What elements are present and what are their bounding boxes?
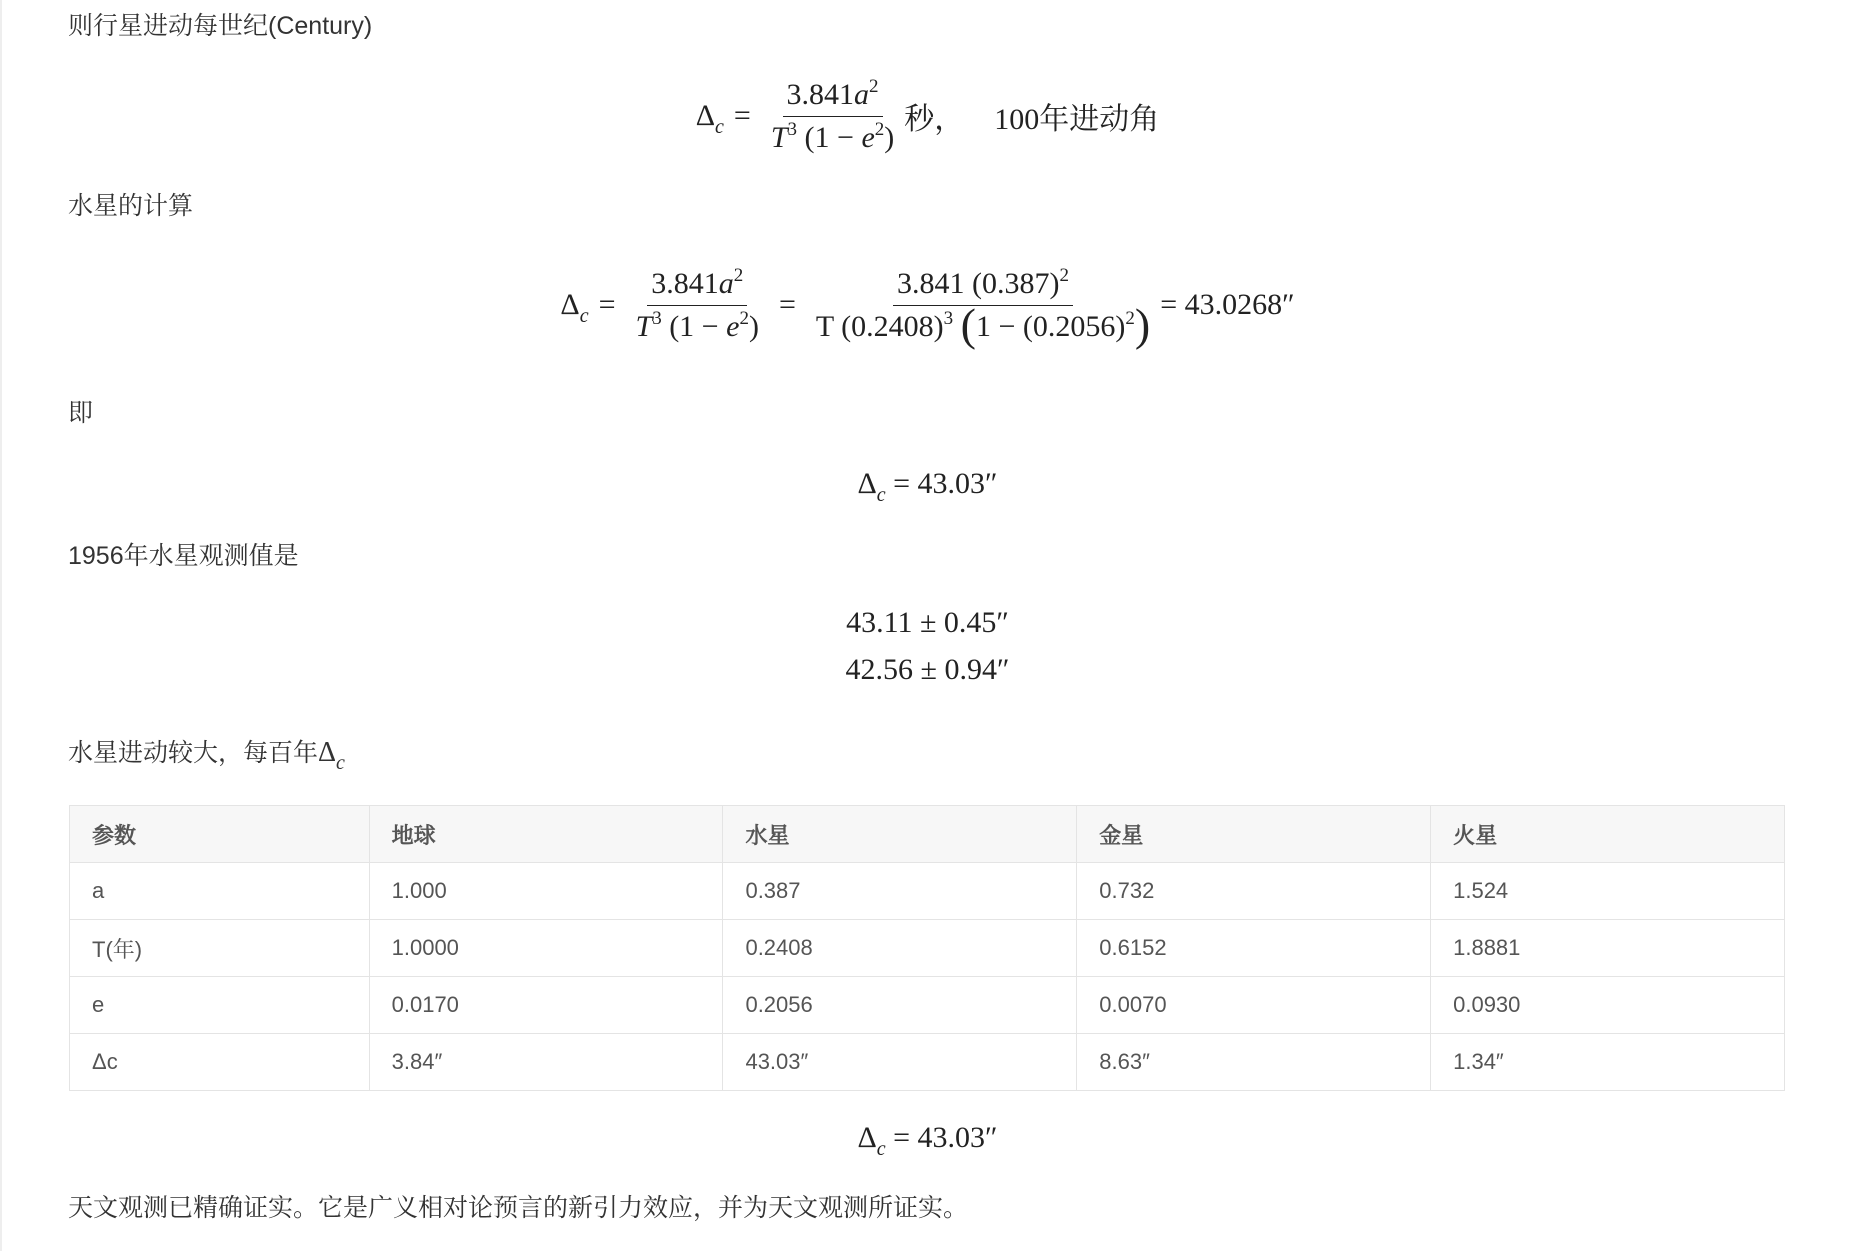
header-cell: 金星 [1077,806,1431,863]
observed-value: 42.56 ± 0.94″ [845,653,1010,686]
precession-note: 水星进动较大，每百年$\Delta_c$ [68,737,345,774]
formula-result: $\Delta_c$ = 43.03″ [857,467,998,506]
table-row [70,863,1785,920]
observed-heading: 1956年水星观测值是 [68,542,299,570]
header-cell: 参数 [70,806,370,863]
ji-text: 即 [68,399,94,427]
cell: e [70,977,370,1034]
header-cell: 火星 [1431,806,1785,863]
cell: 1.34″ [1431,1034,1785,1091]
cell: 0.2056 [723,977,1077,1034]
cell: 0.387 [723,863,1077,920]
cell: 0.0930 [1431,977,1785,1034]
header-cell: 水星 [723,806,1077,863]
cell: 0.6152 [1077,920,1431,977]
observed-value: 43.11 ± 0.45″ [846,606,1009,639]
cell: 0.0170 [369,977,723,1034]
intro-text: 则行星进动每世纪(Century) [68,12,373,40]
cell: 43.03″ [723,1034,1077,1091]
cell: a [70,863,370,920]
formula-result-final: $\Delta_c$ = 43.03″ [857,1121,998,1160]
mercury-heading: 水星的计算 [68,192,194,220]
cell: T(年) [70,920,370,977]
cell: 1.8881 [1431,920,1785,977]
cell: 3.84″ [369,1034,723,1091]
table-header-row [70,806,1785,863]
cell: 0.732 [1077,863,1431,920]
conclusion-text: 天文观测已精确证实。它是广义相对论预言的新引力效应，并为天文观测所证实。 [68,1194,969,1222]
cell: 8.63″ [1077,1034,1431,1091]
header-cell: 地球 [369,806,723,863]
table-row [70,977,1785,1034]
table-row [70,1034,1785,1091]
cell: 0.0070 [1077,977,1431,1034]
cell: 1.000 [369,863,723,920]
cell: 0.2408 [723,920,1077,977]
table-row [70,920,1785,977]
planet-parameters-table [69,805,1785,1091]
cell: 1.524 [1431,863,1785,920]
observed-values [2,599,1851,693]
cell: 1.0000 [369,920,723,977]
cell: Δc [70,1034,370,1091]
formula-mercury-calc: $\Delta_c$ = $\frac{3.841a^2}{T^3 (1 - e^2)}$ = $\frac{3.841 (0.387)^2}{T (0.2408)^3 (1 - (0.2056)^2)}$ = 43.0268″ [560,264,1295,350]
formula-precession-general: $\Delta_c$ = $\frac{3.841a^2}{T^3 (1 - e^2)}$ 秒， 100年进动角 [695,75,1160,154]
